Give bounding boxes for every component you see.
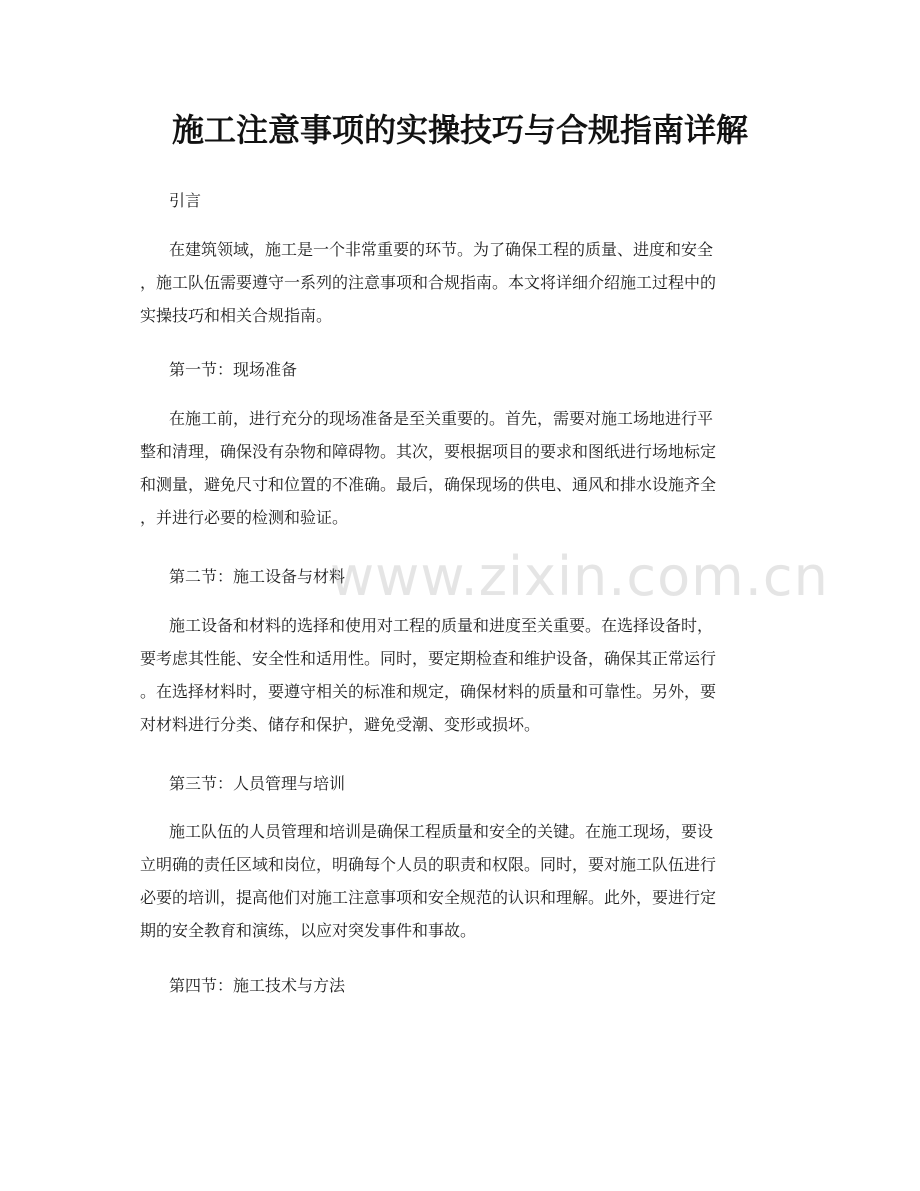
section-4-heading: 第四节：施工技术与方法 [169,976,346,995]
section-2-paragraph [140,609,790,741]
section-3-paragraph [140,815,790,947]
paragraph-line: 。在选择材料时，要遵守相关的标准和规定，确保材料的质量和可靠性。另外，要 [140,682,717,701]
section-2-heading: 第二节：施工设备与材料 [169,567,346,586]
paragraph-line: 要考虑其性能、安全性和适用性。同时，要定期检查和维护设备，确保其正常运行 [140,649,717,668]
paragraph-line: 期的安全教育和演练，以应对突发事件和事故。 [140,921,477,940]
watermark-text: www.zixin.com.cn [330,545,829,608]
paragraph-line: 和测量，避免尺寸和位置的不准确。最后，确保现场的供电、通风和排水设施齐全 [140,475,717,494]
paragraph-line: 整和清理，确保没有杂物和障碍物。其次，要根据项目的要求和图纸进行场地标定 [140,442,717,461]
paragraph-line: 实操技巧和相关合规指南。 [140,306,333,325]
document-title: 施工注意事项的实操技巧与合规指南详解 [171,111,748,149]
paragraph-line: 在建筑领域，施工是一个非常重要的环节。为了确保工程的质量、进度和安全 [169,240,714,259]
paragraph-line: 施工设备和材料的选择和使用对工程的质量和进度至关重要。在选择设备时， [169,616,714,635]
paragraph-line: 在施工前，进行充分的现场准备是至关重要的。首先，需要对施工场地进行平 [169,409,714,428]
paragraph-line: ，施工队伍需要遵守一系列的注意事项和合规指南。本文将详细介绍施工过程中的 [140,273,717,292]
intro-heading: 引言 [169,191,202,210]
paragraph-line: 施工队伍的人员管理和培训是确保工程质量和安全的关键。在施工现场，要设 [169,822,714,841]
paragraph-line: 对材料进行分类、储存和保护，避免受潮、变形或损坏。 [140,715,541,734]
section-1-paragraph [140,402,790,534]
intro-paragraph [140,233,790,332]
paragraph-line: ，并进行必要的检测和验证。 [140,508,349,527]
paragraph-line: 立明确的责任区域和岗位，明确每个人员的职责和权限。同时，要对施工队伍进行 [140,855,717,874]
section-1-heading: 第一节：现场准备 [169,360,298,379]
section-3-heading: 第三节：人员管理与培训 [169,774,346,793]
paragraph-line: 必要的培训，提高他们对施工注意事项和安全规范的认识和理解。此外，要进行定 [140,888,717,907]
